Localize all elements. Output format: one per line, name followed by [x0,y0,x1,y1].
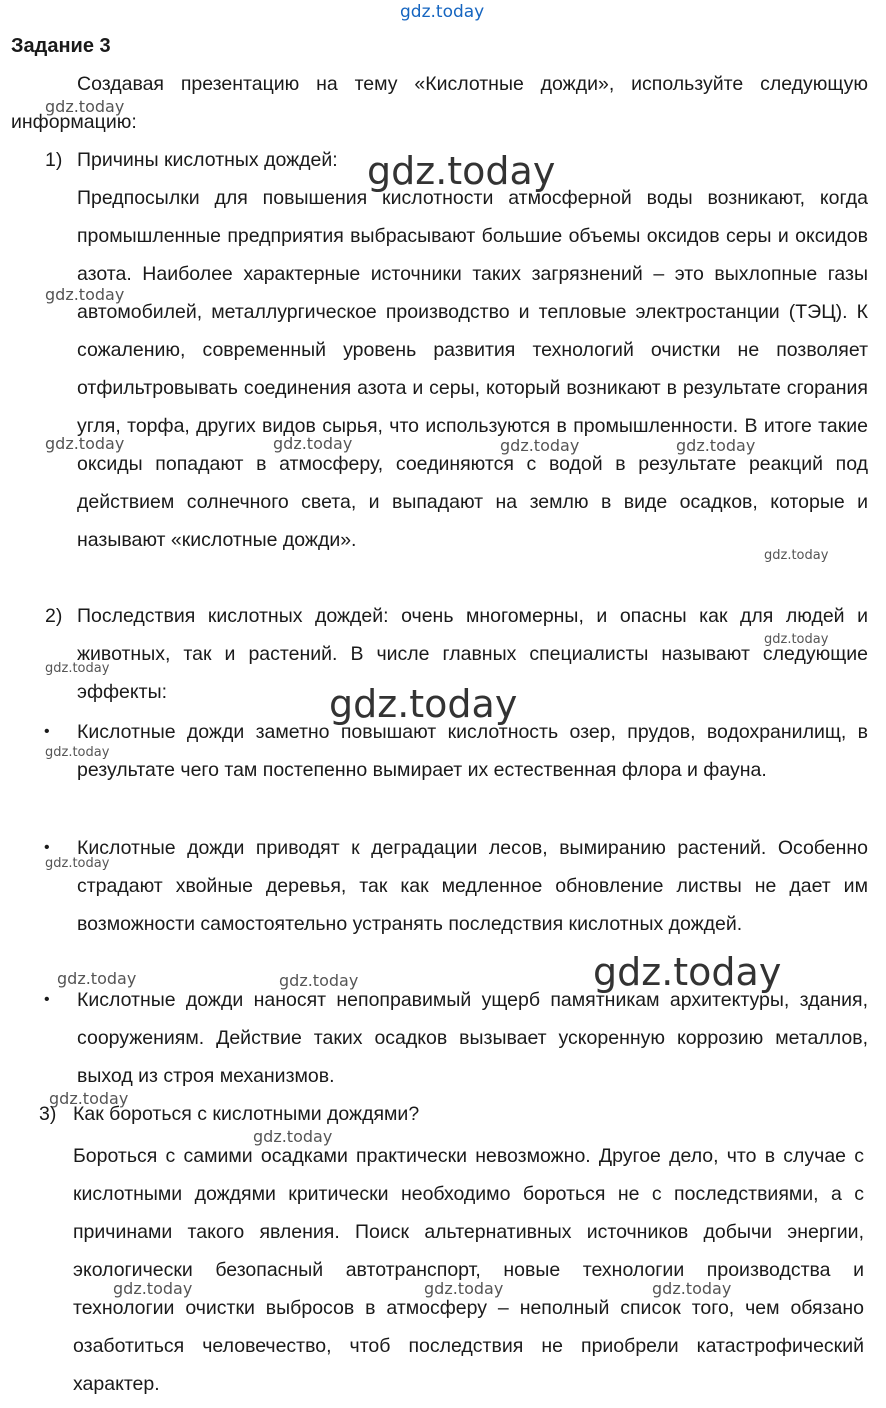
section-heading: Причины кислотных дождей: [77,149,338,171]
watermark: gdz.today [45,745,110,760]
watermark: gdz.today [400,2,485,22]
list-item: Кислотные дожди заметно повышают кислотность озер, прудов, водохранилищ, в результате чего там постепенно вымирает их естественная флора и фауна. [77,721,868,781]
section-body: Бороться с самими осадками практически невозможно. Другое дело, что в случае с кислотными дождями критически необходимо бороться не с последствиями, а с причинами такого явления. Поиск альтернативных источников добычи энергии, экологически безопасный автотранспорт, новые технологии производства и технологии очистки выбросов в атмосферу – неполный список того, чем обязано озаботиться человечество, чтоб последствия не приобрели катастрофический характер. [73,1145,864,1395]
watermark: gdz.today [57,969,137,988]
watermark: gdz.today [424,1279,504,1298]
watermark: gdz.today [652,1279,732,1298]
section-body: Предпосылки для повышения кислотности атмосферной воды возникают, когда промышленные предприятия выбрасывают большие объемы оксидов серы и оксидов азота. Наиболее характерные источники таких загрязнений – это выхлопные газы автомобилей, металлургическое производство и тепловые электростанции (ТЭЦ). К сожалению, современный уровень развития технологий очистки не позволяет отфильтровывать соединения азота и серы, который возникают в результате сгорания угля, торфа, других видов сырья, что используются в промышленности. В итоге такие оксиды попадают в атмосферу, соединяются с водой в результате реакций под действием солнечного света, и выпадают на землю в виде осадков, которые и называют «кислотные дожди». [77,187,868,551]
section-heading: Последствия кислотных дождей: очень многомерны, и опасны как для людей и животных, так и растений. В числе главных специалисты называют следующие эффекты: [77,605,868,703]
watermark: gdz.today [45,97,125,116]
watermark: gdz.today [593,950,782,994]
watermark: gdz.today [45,285,125,304]
watermark: gdz.today [253,1127,333,1146]
watermark: gdz.today [764,548,829,563]
section-number: 2) [45,605,63,627]
watermark: gdz.today [49,1089,129,1108]
bullet-marker: • [44,723,50,740]
watermark: gdz.today [676,436,756,455]
watermark: gdz.today [113,1279,193,1298]
intro-paragraph: Создавая презентацию на тему «Кислотные дожди», используйте следующую информацию: [11,73,868,133]
watermark: gdz.today [45,661,110,676]
watermark: gdz.today [764,632,829,647]
list-item: Кислотные дожди наносят непоправимый ущерб памятникам архитектуры, здания, сооружениям. Действие таких осадков вызывает ускоренную коррозию металлов, выход из строя механизмов. [77,989,868,1087]
watermark: gdz.today [45,856,110,871]
watermark: gdz.today [279,971,359,990]
watermark: gdz.today [273,434,353,453]
bullet-marker: • [44,991,50,1008]
watermark: gdz.today [45,434,125,453]
watermark: gdz.today [500,436,580,455]
task-title: Задание 3 [11,35,111,57]
section-heading: Как бороться с кислотными дождями? [73,1103,420,1125]
watermark: gdz.today [329,682,518,726]
section-number: 1) [45,149,63,171]
list-item: Кислотные дожди приводят к деградации лесов, вымиранию растений. Особенно страдают хвойные деревья, так как медленное обновление листвы не дает им возможности самостоятельно устранять последствия кислотных дождей. [77,837,868,935]
bullet-marker: • [44,839,50,856]
watermark: gdz.today [367,149,556,193]
section-number: 3) [39,1103,57,1125]
